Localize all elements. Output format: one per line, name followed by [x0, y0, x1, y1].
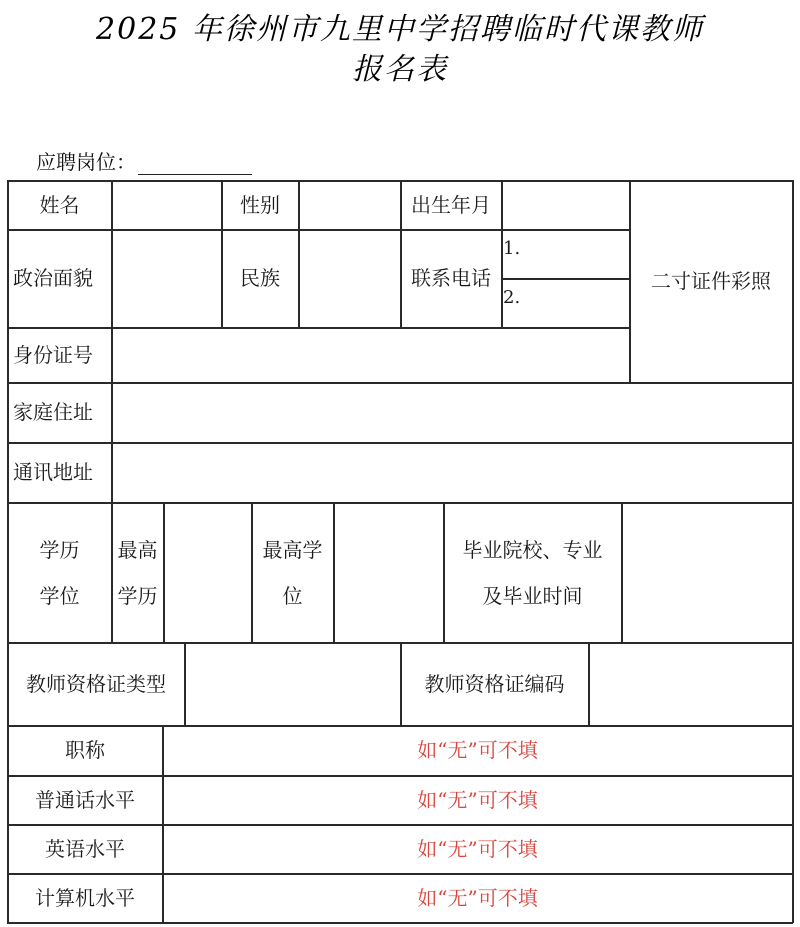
school-major-input-cell[interactable]	[622, 503, 792, 642]
highest-education-line-2: 学历	[117, 583, 158, 608]
highest-degree-input-cell[interactable]	[334, 503, 443, 642]
gender-input-cell[interactable]	[299, 181, 400, 229]
political-status-label: 政治面貌	[13, 266, 93, 290]
education-label-line-1: 学历	[39, 537, 80, 562]
mailing-address-label: 通讯地址	[13, 460, 93, 484]
position-applied-label: 应聘岗位：	[36, 150, 136, 174]
home-address-input-cell[interactable]	[112, 383, 792, 442]
home-address-label: 家庭住址	[13, 400, 93, 424]
school-major-label	[444, 503, 621, 642]
form-title-line-1: 2025 年徐州市九里中学招聘临时代课教师	[96, 12, 704, 47]
teacher-cert-type-input-cell[interactable]	[185, 643, 400, 725]
name-input-cell[interactable]	[112, 181, 221, 229]
highest-education-line-1: 最高	[117, 537, 158, 562]
birth-date-label: 出生年月	[411, 192, 491, 217]
highest-degree-line-2: 位	[282, 583, 303, 608]
teacher-cert-type-label: 教师资格证类型	[26, 671, 166, 696]
highest-degree-line-1: 最高学	[262, 537, 323, 562]
teacher-cert-number-input-cell[interactable]	[589, 643, 792, 725]
name-label: 姓名	[39, 192, 80, 217]
highest-education-label	[112, 503, 163, 642]
highest-education-input-cell[interactable]	[164, 503, 251, 642]
political-status-input-cell[interactable]	[112, 230, 221, 327]
education-degree-label	[8, 503, 111, 642]
mandarin-level-note[interactable]: 如“无”可不填	[417, 787, 538, 812]
computer-level-note[interactable]: 如“无”可不填	[417, 885, 538, 910]
english-level-label: 英语水平	[45, 836, 125, 861]
mailing-address-input-cell[interactable]	[112, 443, 792, 502]
teacher-cert-number-label: 教师资格证编码	[424, 671, 565, 696]
phone-2-field[interactable]: 2.	[503, 287, 521, 308]
computer-level-label: 计算机水平	[35, 885, 135, 910]
professional-title-label: 职称	[65, 738, 105, 762]
photo-placeholder[interactable]: 二寸证件彩照	[651, 269, 771, 293]
education-label-line-2: 学位	[39, 583, 80, 608]
table-border-right	[792, 180, 794, 923]
birth-date-input-cell[interactable]	[502, 181, 629, 229]
school-major-line-1: 毕业院校、专业	[462, 537, 603, 562]
table-border-bottom	[7, 922, 793, 924]
school-major-line-2: 及毕业时间	[482, 583, 583, 608]
english-level-note[interactable]: 如“无”可不填	[417, 836, 538, 861]
form-title-line-2: 报名表	[352, 52, 448, 87]
phone-label: 联系电话	[411, 266, 491, 290]
highest-degree-label	[252, 503, 333, 642]
ethnicity-input-cell[interactable]	[299, 230, 400, 327]
phone-1-field[interactable]: 1.	[503, 238, 521, 259]
table-rule	[501, 278, 630, 280]
mandarin-level-label: 普通话水平	[35, 787, 135, 812]
gender-label: 性别	[240, 192, 280, 217]
id-number-label: 身份证号	[13, 342, 93, 367]
id-number-input-cell[interactable]	[112, 328, 629, 382]
ethnicity-label: 民族	[240, 266, 280, 290]
professional-title-note[interactable]: 如“无”可不填	[417, 738, 538, 762]
